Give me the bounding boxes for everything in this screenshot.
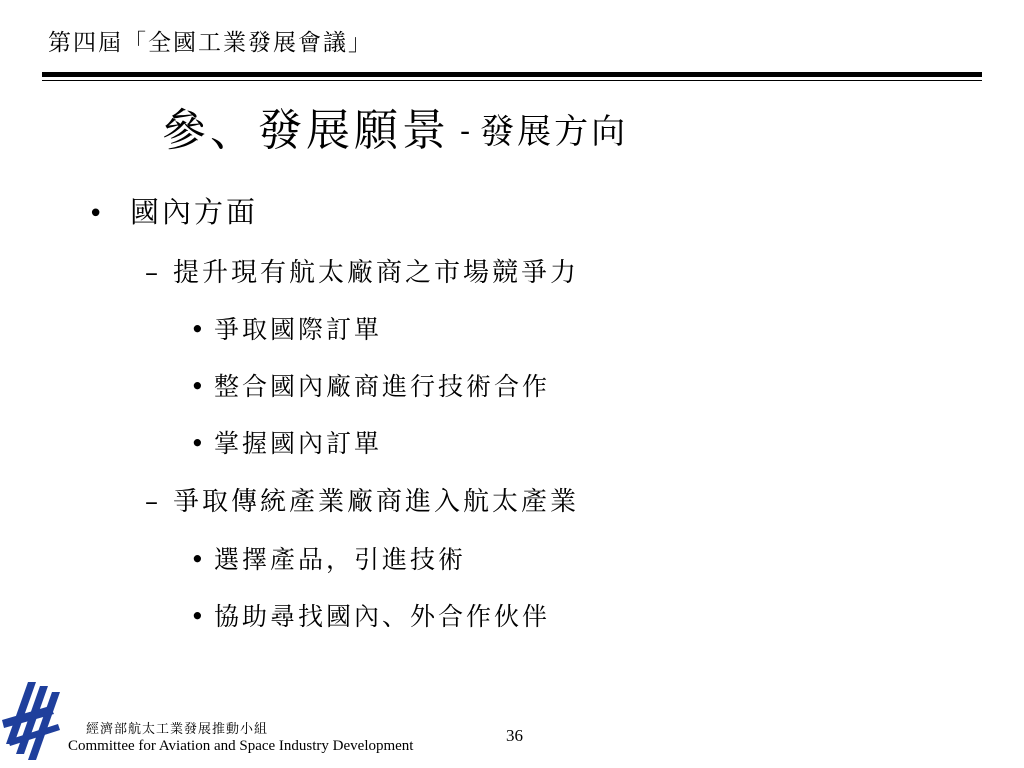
header-title: 第四屆「全國工業發展會議」: [48, 30, 373, 56]
bullet-text: 國內方面: [130, 195, 259, 229]
sub-item-text: 爭取傳統產業廠商進入航太產業: [173, 487, 580, 517]
slide-title-sub: 發展方向: [480, 112, 629, 152]
bullet-item-domestic: [88, 190, 258, 231]
organization-logo-icon: [0, 680, 64, 764]
sub-sub-item-text: 整合國內廠商進行技術合作: [214, 372, 551, 401]
footer-org-english: Committee for Aviation and Space Industry Development: [68, 738, 414, 754]
sub-item-text: 提升現有航太廠商之市場競爭力: [173, 258, 580, 288]
slide-title-main: 參、發展願景: [162, 105, 450, 156]
sub-sub-item: [190, 424, 382, 460]
bullet-marker: •: [190, 372, 208, 401]
bullet-marker: •: [190, 545, 208, 574]
header-rule-thin: [42, 80, 982, 81]
dash-marker: –: [145, 487, 161, 517]
sub-sub-item: [190, 597, 550, 633]
sub-sub-item: [190, 367, 550, 403]
sub-sub-item-text: 爭取國際訂單: [214, 315, 383, 344]
bullet-marker: •: [190, 315, 208, 344]
footer-org-chinese: 經濟部航太工業發展推動小組: [86, 722, 269, 737]
bullet-marker: •: [190, 602, 208, 631]
sub-item-competitiveness: [145, 252, 579, 289]
sub-sub-item: [190, 540, 466, 576]
bullet-marker: •: [88, 199, 107, 229]
page-number: 36: [506, 726, 523, 745]
bullet-marker: •: [190, 429, 208, 458]
dash-marker: –: [145, 258, 161, 288]
slide-title-dash: -: [460, 114, 471, 149]
sub-item-traditional-industry: [145, 481, 579, 518]
header-rule-thick: [42, 72, 982, 77]
sub-sub-item-text: 選擇產品，引進技術: [214, 545, 467, 574]
sub-sub-item-text: 協助尋找國內、外合作伙伴: [214, 602, 551, 631]
slide-title: [162, 94, 628, 158]
sub-sub-item-text: 掌握國內訂單: [214, 429, 383, 458]
sub-sub-item: [190, 310, 382, 346]
